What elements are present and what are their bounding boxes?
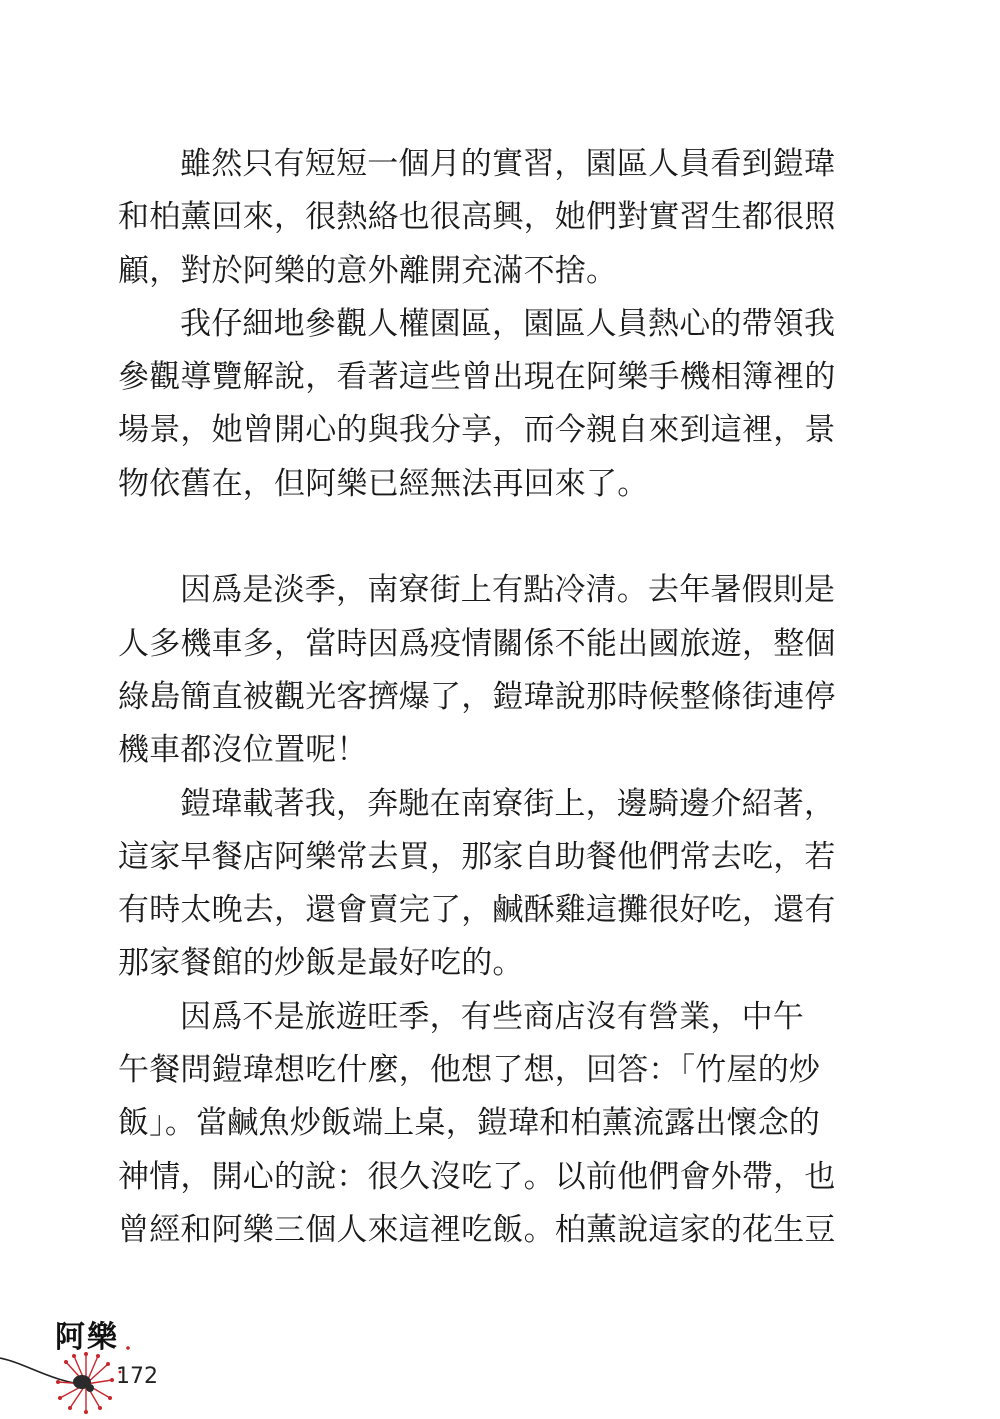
book-title: 阿樂	[55, 1320, 119, 1355]
text-line: 物依舊在，但阿樂已經無法再回來了。	[118, 465, 649, 502]
text-line: 場景，她曾開心的與我分享，而今親自來到這裡，景	[118, 412, 836, 449]
text-line: 那家餐館的炒飯是最好吃的。	[118, 945, 524, 982]
text-line: 這家早餐店阿樂常去買，那家自助餐他們常去吃，若	[118, 838, 836, 875]
text-line: 雖然只有短短一個月的實習，園區人員看到鎧瑋	[180, 146, 836, 182]
text-line: 因爲不是旅遊旺季，有些商店沒有營業，中午	[180, 998, 804, 1035]
text-line: 綠島簡直被觀光客擠爆了，鎧瑋說那時候整條街連停	[118, 678, 836, 715]
red-spider-lily-icon	[0, 1300, 260, 1419]
page-footer	[0, 1300, 260, 1419]
text-line: 神情，開心的說：很久沒吃了。以前他們會外帶，也	[118, 1158, 836, 1195]
text-line: 機車都沒位置呢！	[118, 732, 368, 769]
text-line: 人多機車多，當時因爲疫情關係不能出國旅遊，整個	[118, 625, 836, 662]
text-line: 參觀導覽解說，看著這些曾出現在阿樂手機相簿裡的	[118, 359, 836, 396]
text-line: 我仔細地參觀人權園區，園區人員熱心的帶領我	[180, 305, 836, 342]
text-line: 顧，對於阿樂的意外離開充滿不捨。	[118, 252, 618, 289]
text-line: 有時太晚去，還會賣完了，鹹酥雞這攤很好吃，還有	[118, 892, 836, 929]
text-line: 飯」。當鹹魚炒飯端上桌，鎧瑋和柏薰流露出懷念的	[118, 1105, 821, 1142]
text-line: 午餐問鎧瑋想吃什麼，他想了想，回答：「竹屋的炒	[118, 1052, 821, 1089]
page-number: 172	[116, 1364, 158, 1389]
text-line: 鎧瑋載著我，奔馳在南寮街上，邊騎邊介紹著，	[180, 785, 836, 822]
text-line: 和柏薰回來，很熱絡也很高興，她們對實習生都很照	[118, 199, 836, 236]
text-line: 因爲是淡季，南寮街上有點冷清。去年暑假則是	[180, 572, 836, 609]
section-break	[118, 511, 798, 564]
text-line: 曾經和阿樂三個人來這裡吃飯。柏薰說這家的花生豆	[118, 1211, 836, 1248]
page-body	[118, 138, 836, 1257]
